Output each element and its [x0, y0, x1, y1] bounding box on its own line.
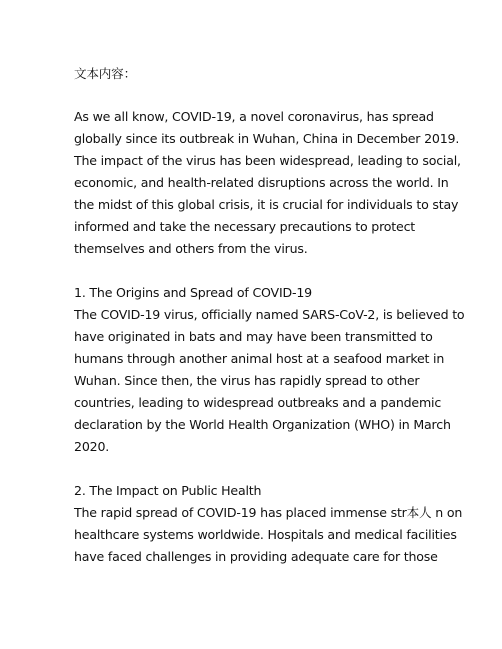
paragraph-gap	[74, 458, 434, 480]
intro-line: the midst of this global crisis, it is crucial for individuals to stay	[74, 197, 459, 212]
section-1-line: Wuhan. Since then, the virus has rapidly spread to other	[74, 373, 420, 388]
section-1-line: declaration by the World Health Organization (WHO) in March	[74, 417, 451, 432]
intro-line: informed and take the necessary precautions to protect	[74, 219, 416, 234]
section-2-line: healthcare systems worldwide. Hospitals and medical facilities	[74, 527, 457, 542]
section-1-line: 2020.	[74, 439, 110, 454]
section-1-heading: 1. The Origins and Spread of COVID-19	[74, 285, 312, 300]
intro-line: As we all know, COVID-19, a novel coronavirus, has spread	[74, 109, 434, 124]
intro-line: economic, and health-related disruptions across the world. In	[74, 175, 449, 190]
section-2-heading: 2. The Impact on Public Health	[74, 483, 262, 498]
section-1	[74, 282, 465, 458]
section-2-line: The rapid spread of COVID-19 has placed immense str本人 n on	[74, 505, 463, 520]
section-2-line: have faced challenges in providing adequate care for those	[74, 549, 438, 564]
intro-line: themselves and others from the virus.	[74, 241, 308, 256]
paragraph-gap	[74, 260, 434, 282]
content-label: 文本内容：	[74, 66, 136, 81]
section-1-line: have originated in bats and may have been transmitted to	[74, 329, 433, 344]
intro-line: The impact of the virus has been widespread, leading to social,	[74, 153, 461, 168]
section-2	[74, 480, 463, 568]
section-1-line: humans through another animal host at a seafood market in	[74, 351, 445, 366]
document-page	[74, 63, 465, 568]
section-1-line: countries, leading to widespread outbreaks and a pandemic	[74, 395, 442, 410]
intro-paragraph	[74, 106, 461, 260]
section-1-line: The COVID-19 virus, officially named SARS-CoV-2, is believed to	[74, 307, 465, 322]
intro-line: globally since its outbreak in Wuhan, China in December 2019.	[74, 131, 460, 146]
